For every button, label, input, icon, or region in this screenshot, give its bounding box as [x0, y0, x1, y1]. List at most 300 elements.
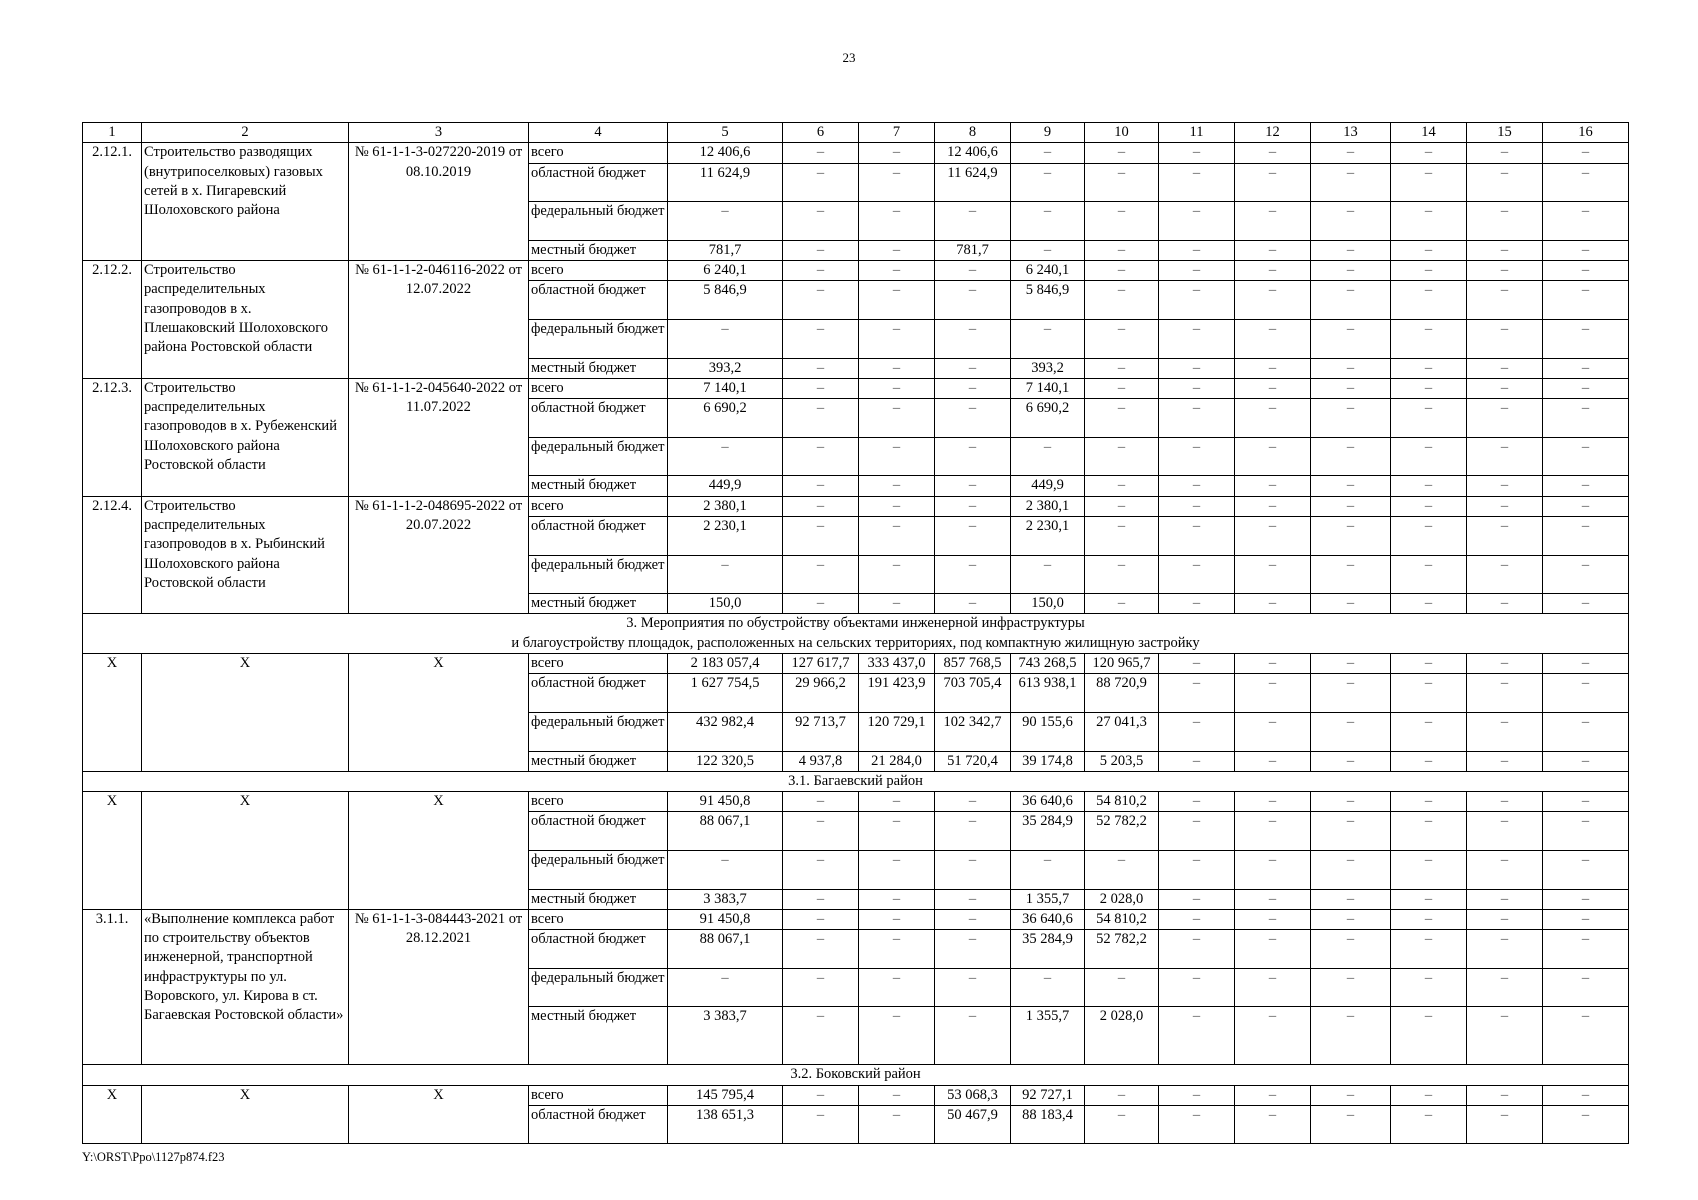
column-number-cell: 14: [1391, 123, 1467, 143]
empty-value-cell: –: [783, 476, 859, 496]
empty-value-cell: –: [859, 1105, 935, 1144]
empty-value-cell: –: [1543, 930, 1629, 969]
column-number-cell: 6: [783, 123, 859, 143]
empty-value-cell: –: [1159, 516, 1235, 555]
funding-source: областной бюджет: [529, 930, 668, 969]
amount-cell: 91 450,8: [668, 909, 783, 929]
empty-value-cell: –: [1085, 476, 1159, 496]
x-mark-cell: X: [83, 792, 142, 910]
empty-value-cell: –: [1311, 850, 1391, 889]
empty-value-cell: –: [1011, 202, 1085, 241]
empty-value-cell: –: [1391, 378, 1467, 398]
amount-cell: 120 729,1: [859, 712, 935, 751]
empty-value-cell: –: [783, 261, 859, 281]
empty-value-cell: –: [1311, 496, 1391, 516]
empty-value-cell: –: [935, 319, 1011, 358]
empty-value-cell: –: [859, 281, 935, 320]
empty-value-cell: –: [1467, 437, 1543, 476]
empty-value-cell: –: [1543, 319, 1629, 358]
empty-value-cell: –: [1543, 240, 1629, 260]
funding-source: федеральный бюджет: [529, 712, 668, 751]
empty-value-cell: –: [1391, 968, 1467, 1007]
empty-value-cell: –: [783, 281, 859, 320]
empty-value-cell: –: [1311, 143, 1391, 163]
column-number-cell: 7: [859, 123, 935, 143]
empty-value-cell: –: [1011, 319, 1085, 358]
amount-cell: 54 810,2: [1085, 792, 1159, 812]
empty-value-cell: –: [935, 555, 1011, 594]
empty-value-cell: –: [935, 930, 1011, 969]
empty-value-cell: –: [1235, 812, 1311, 851]
empty-value-cell: –: [668, 319, 783, 358]
empty-value-cell: –: [935, 358, 1011, 378]
empty-value-cell: –: [859, 202, 935, 241]
empty-value-cell: –: [1311, 751, 1391, 771]
item-name: Строительство распределительных газопроводов в х. Плешаковский Шолоховского района Ростовской области: [142, 261, 349, 379]
x-mark-cell: X: [349, 792, 529, 910]
funding-source: областной бюджет: [529, 163, 668, 202]
empty-value-cell: –: [1085, 437, 1159, 476]
empty-value-cell: –: [1311, 240, 1391, 260]
amount-cell: 36 640,6: [1011, 909, 1085, 929]
empty-value-cell: –: [1543, 163, 1629, 202]
item-document: № 61-1-1-2-046116-2022 от 12.07.2022: [349, 261, 529, 379]
empty-value-cell: –: [1391, 261, 1467, 281]
amount-cell: 12 406,6: [668, 143, 783, 163]
empty-value-cell: –: [783, 496, 859, 516]
empty-value-cell: –: [1311, 594, 1391, 614]
funding-source: федеральный бюджет: [529, 202, 668, 241]
empty-value-cell: –: [859, 143, 935, 163]
empty-value-cell: –: [783, 930, 859, 969]
item-document: № 61-1-1-2-048695-2022 от 20.07.2022: [349, 496, 529, 614]
amount-cell: 127 617,7: [783, 654, 859, 674]
empty-value-cell: –: [1391, 516, 1467, 555]
funding-source: местный бюджет: [529, 889, 668, 909]
empty-value-cell: –: [935, 202, 1011, 241]
empty-value-cell: –: [1311, 399, 1391, 438]
empty-value-cell: –: [1543, 143, 1629, 163]
empty-value-cell: –: [935, 812, 1011, 851]
item-number: 2.12.4.: [83, 496, 142, 614]
program-table: [82, 122, 1629, 1144]
amount-cell: 88 067,1: [668, 812, 783, 851]
empty-value-cell: –: [1085, 163, 1159, 202]
column-number-cell: 5: [668, 123, 783, 143]
empty-value-cell: –: [935, 516, 1011, 555]
column-number-cell: 3: [349, 123, 529, 143]
empty-value-cell: –: [1311, 792, 1391, 812]
empty-value-cell: –: [935, 476, 1011, 496]
empty-value-cell: –: [1543, 496, 1629, 516]
empty-value-cell: –: [1085, 358, 1159, 378]
amount-cell: 2 028,0: [1085, 889, 1159, 909]
empty-value-cell: –: [1235, 240, 1311, 260]
empty-value-cell: –: [1391, 889, 1467, 909]
empty-value-cell: –: [783, 399, 859, 438]
funding-source: всего: [529, 654, 668, 674]
empty-value-cell: –: [1085, 496, 1159, 516]
empty-value-cell: –: [1235, 319, 1311, 358]
empty-value-cell: –: [1235, 163, 1311, 202]
amount-cell: 88 720,9: [1085, 674, 1159, 713]
empty-value-cell: –: [1467, 1085, 1543, 1105]
item-name: Строительство распределительных газопроводов в х. Рыбинский Шолоховского района Ростовской области: [142, 496, 349, 614]
empty-value-cell: –: [1543, 850, 1629, 889]
amount-cell: 102 342,7: [935, 712, 1011, 751]
item-name: «Выполнение комплекса работ по строительству объектов инженерной, транспортной инфраструктуры по ул. Воровского, ул. Кирова в ст. Багаевская Ростовской области»: [142, 909, 349, 1064]
amount-cell: 2 230,1: [1011, 516, 1085, 555]
empty-value-cell: –: [1467, 281, 1543, 320]
empty-value-cell: –: [935, 399, 1011, 438]
empty-value-cell: –: [1391, 319, 1467, 358]
empty-value-cell: –: [935, 792, 1011, 812]
empty-value-cell: –: [1311, 555, 1391, 594]
empty-value-cell: –: [859, 1007, 935, 1065]
empty-value-cell: –: [859, 930, 935, 969]
empty-value-cell: –: [1467, 909, 1543, 929]
empty-value-cell: –: [1467, 555, 1543, 594]
funding-source: всего: [529, 378, 668, 398]
section-title: [83, 771, 1629, 791]
amount-cell: 5 846,9: [1011, 281, 1085, 320]
empty-value-cell: –: [1159, 143, 1235, 163]
budget-row: [83, 654, 1629, 674]
item-number: 2.12.2.: [83, 261, 142, 379]
empty-value-cell: –: [859, 812, 935, 851]
empty-value-cell: –: [1391, 358, 1467, 378]
empty-value-cell: –: [1467, 240, 1543, 260]
empty-value-cell: –: [1159, 1007, 1235, 1065]
funding-source: местный бюджет: [529, 751, 668, 771]
amount-cell: 27 041,3: [1085, 712, 1159, 751]
empty-value-cell: –: [1085, 516, 1159, 555]
amount-cell: 36 640,6: [1011, 792, 1085, 812]
empty-value-cell: –: [1235, 281, 1311, 320]
amount-cell: 191 423,9: [859, 674, 935, 713]
empty-value-cell: –: [1391, 751, 1467, 771]
empty-value-cell: –: [1235, 850, 1311, 889]
column-number-cell: 15: [1467, 123, 1543, 143]
amount-cell: 2 028,0: [1085, 1007, 1159, 1065]
empty-value-cell: –: [1159, 163, 1235, 202]
empty-value-cell: –: [1011, 437, 1085, 476]
empty-value-cell: –: [1391, 812, 1467, 851]
empty-value-cell: –: [1391, 792, 1467, 812]
amount-cell: 5 203,5: [1085, 751, 1159, 771]
column-number-cell: 4: [529, 123, 668, 143]
empty-value-cell: –: [1467, 163, 1543, 202]
empty-value-cell: –: [1159, 1105, 1235, 1144]
empty-value-cell: –: [1543, 281, 1629, 320]
empty-value-cell: –: [1543, 378, 1629, 398]
empty-value-cell: –: [1543, 261, 1629, 281]
amount-cell: 150,0: [1011, 594, 1085, 614]
empty-value-cell: –: [783, 516, 859, 555]
empty-value-cell: –: [859, 1085, 935, 1105]
empty-value-cell: –: [1159, 654, 1235, 674]
funding-source: местный бюджет: [529, 358, 668, 378]
funding-source: всего: [529, 1085, 668, 1105]
empty-value-cell: –: [935, 437, 1011, 476]
empty-value-cell: –: [1391, 1007, 1467, 1065]
empty-value-cell: –: [1543, 712, 1629, 751]
budget-row: [83, 1085, 1629, 1105]
section-header-row: [83, 771, 1629, 791]
funding-source: всего: [529, 496, 668, 516]
funding-source: местный бюджет: [529, 594, 668, 614]
empty-value-cell: –: [1391, 850, 1467, 889]
empty-value-cell: –: [1085, 202, 1159, 241]
empty-value-cell: –: [1159, 496, 1235, 516]
empty-value-cell: –: [783, 594, 859, 614]
empty-value-cell: –: [859, 889, 935, 909]
empty-value-cell: –: [859, 555, 935, 594]
empty-value-cell: –: [859, 968, 935, 1007]
item-number: 3.1.1.: [83, 909, 142, 1064]
empty-value-cell: –: [1543, 792, 1629, 812]
section-header-row: [83, 1065, 1629, 1085]
column-number-cell: 8: [935, 123, 1011, 143]
empty-value-cell: –: [1235, 358, 1311, 378]
empty-value-cell: –: [1543, 674, 1629, 713]
amount-cell: 7 140,1: [668, 378, 783, 398]
empty-value-cell: –: [1085, 281, 1159, 320]
item-document: № 61-1-1-3-027220-2019 от 08.10.2019: [349, 143, 529, 261]
empty-value-cell: –: [859, 496, 935, 516]
empty-value-cell: –: [783, 319, 859, 358]
item-name: Строительство разводящих (внутрипоселковых) газовых сетей в х. Пигаревский Шолоховского района: [142, 143, 349, 261]
empty-value-cell: –: [1467, 516, 1543, 555]
section-title: [83, 614, 1629, 654]
empty-value-cell: –: [1467, 496, 1543, 516]
empty-value-cell: –: [1311, 909, 1391, 929]
empty-value-cell: –: [1011, 555, 1085, 594]
empty-value-cell: –: [1543, 516, 1629, 555]
empty-value-cell: –: [1159, 812, 1235, 851]
empty-value-cell: –: [859, 594, 935, 614]
empty-value-cell: –: [1011, 163, 1085, 202]
column-number-cell: 9: [1011, 123, 1085, 143]
budget-row: [83, 909, 1629, 929]
amount-cell: 122 320,5: [668, 751, 783, 771]
empty-value-cell: –: [935, 968, 1011, 1007]
x-mark-cell: X: [83, 654, 142, 772]
empty-value-cell: –: [1085, 240, 1159, 260]
empty-value-cell: –: [1311, 654, 1391, 674]
funding-source: местный бюджет: [529, 240, 668, 260]
amount-cell: 88 183,4: [1011, 1105, 1085, 1144]
empty-value-cell: –: [1311, 319, 1391, 358]
empty-value-cell: –: [1391, 654, 1467, 674]
amount-cell: 393,2: [668, 358, 783, 378]
empty-value-cell: –: [1467, 202, 1543, 241]
section-title-line: и благоустройству площадок, расположенных на сельских территориях, под компактную жилищную застройку: [511, 634, 1200, 651]
empty-value-cell: –: [935, 594, 1011, 614]
amount-cell: 92 727,1: [1011, 1085, 1085, 1105]
item-document: № 61-1-1-3-084443-2021 от 28.12.2021: [349, 909, 529, 1064]
empty-value-cell: –: [935, 496, 1011, 516]
empty-value-cell: –: [1391, 1105, 1467, 1144]
empty-value-cell: –: [783, 792, 859, 812]
amount-cell: 449,9: [1011, 476, 1085, 496]
empty-value-cell: –: [1235, 202, 1311, 241]
empty-value-cell: –: [1467, 850, 1543, 889]
empty-value-cell: –: [1391, 496, 1467, 516]
empty-value-cell: –: [1159, 476, 1235, 496]
empty-value-cell: –: [1311, 476, 1391, 496]
empty-value-cell: –: [1011, 968, 1085, 1007]
amount-cell: 2 380,1: [668, 496, 783, 516]
empty-value-cell: –: [1235, 712, 1311, 751]
empty-value-cell: –: [1235, 437, 1311, 476]
empty-value-cell: –: [859, 437, 935, 476]
empty-value-cell: –: [1159, 319, 1235, 358]
empty-value-cell: –: [1159, 674, 1235, 713]
empty-value-cell: –: [1311, 437, 1391, 476]
funding-source: областной бюджет: [529, 281, 668, 320]
x-mark-cell: X: [83, 1085, 142, 1144]
column-number-cell: 2: [142, 123, 349, 143]
amount-cell: 138 651,3: [668, 1105, 783, 1144]
empty-value-cell: –: [668, 437, 783, 476]
empty-value-cell: –: [783, 358, 859, 378]
empty-value-cell: –: [1235, 143, 1311, 163]
empty-value-cell: –: [1391, 437, 1467, 476]
amount-cell: 90 155,6: [1011, 712, 1085, 751]
empty-value-cell: –: [1467, 1007, 1543, 1065]
empty-value-cell: –: [1159, 850, 1235, 889]
empty-value-cell: –: [1159, 930, 1235, 969]
budget-row: [83, 792, 1629, 812]
empty-value-cell: –: [1311, 674, 1391, 713]
funding-source: местный бюджет: [529, 476, 668, 496]
section-title: [83, 1065, 1629, 1085]
amount-cell: 449,9: [668, 476, 783, 496]
empty-value-cell: –: [1311, 889, 1391, 909]
amount-cell: 6 690,2: [1011, 399, 1085, 438]
empty-value-cell: –: [1085, 143, 1159, 163]
amount-cell: 39 174,8: [1011, 751, 1085, 771]
column-number-cell: 13: [1311, 123, 1391, 143]
empty-value-cell: –: [1235, 399, 1311, 438]
empty-value-cell: –: [1543, 594, 1629, 614]
empty-value-cell: –: [783, 850, 859, 889]
empty-value-cell: –: [1085, 261, 1159, 281]
empty-value-cell: –: [1467, 751, 1543, 771]
amount-cell: 53 068,3: [935, 1085, 1011, 1105]
amount-cell: 6 240,1: [1011, 261, 1085, 281]
empty-value-cell: –: [1543, 909, 1629, 929]
amount-cell: 7 140,1: [1011, 378, 1085, 398]
amount-cell: 35 284,9: [1011, 930, 1085, 969]
empty-value-cell: –: [1159, 378, 1235, 398]
funding-source: всего: [529, 143, 668, 163]
funding-source: областной бюджет: [529, 516, 668, 555]
amount-cell: 52 782,2: [1085, 812, 1159, 851]
file-path-footer: Y:\ORST\Ppo\1127p874.f23: [82, 1150, 225, 1164]
empty-value-cell: –: [1467, 319, 1543, 358]
empty-value-cell: –: [859, 378, 935, 398]
empty-value-cell: –: [1543, 358, 1629, 378]
item-number: 2.12.3.: [83, 378, 142, 496]
empty-value-cell: –: [1011, 240, 1085, 260]
empty-value-cell: –: [783, 163, 859, 202]
empty-value-cell: –: [1391, 555, 1467, 594]
column-number-cell: 11: [1159, 123, 1235, 143]
empty-value-cell: –: [1311, 1007, 1391, 1065]
amount-cell: 50 467,9: [935, 1105, 1011, 1144]
empty-value-cell: –: [1543, 1105, 1629, 1144]
empty-value-cell: –: [935, 1007, 1011, 1065]
amount-cell: 52 782,2: [1085, 930, 1159, 969]
x-mark-cell: X: [142, 1085, 349, 1144]
funding-source: областной бюджет: [529, 674, 668, 713]
empty-value-cell: –: [1467, 594, 1543, 614]
empty-value-cell: –: [1467, 654, 1543, 674]
empty-value-cell: –: [668, 555, 783, 594]
empty-value-cell: –: [1085, 1105, 1159, 1144]
empty-value-cell: –: [1159, 261, 1235, 281]
amount-cell: 11 624,9: [935, 163, 1011, 202]
empty-value-cell: –: [1467, 812, 1543, 851]
empty-value-cell: –: [783, 812, 859, 851]
empty-value-cell: –: [1159, 594, 1235, 614]
empty-value-cell: –: [1467, 968, 1543, 1007]
amount-cell: 6 240,1: [668, 261, 783, 281]
empty-value-cell: –: [668, 850, 783, 889]
empty-value-cell: –: [1159, 281, 1235, 320]
empty-value-cell: –: [1467, 261, 1543, 281]
empty-value-cell: –: [859, 261, 935, 281]
funding-source: федеральный бюджет: [529, 968, 668, 1007]
empty-value-cell: –: [783, 143, 859, 163]
empty-value-cell: –: [1311, 812, 1391, 851]
empty-value-cell: –: [783, 240, 859, 260]
empty-value-cell: –: [783, 1085, 859, 1105]
empty-value-cell: –: [1391, 202, 1467, 241]
empty-value-cell: –: [1011, 143, 1085, 163]
empty-value-cell: –: [783, 889, 859, 909]
empty-value-cell: –: [1085, 1085, 1159, 1105]
amount-cell: 5 846,9: [668, 281, 783, 320]
amount-cell: 51 720,4: [935, 751, 1011, 771]
empty-value-cell: –: [1085, 319, 1159, 358]
amount-cell: 2 380,1: [1011, 496, 1085, 516]
amount-cell: 781,7: [668, 240, 783, 260]
budget-row: [83, 143, 1629, 163]
amount-cell: 1 355,7: [1011, 1007, 1085, 1065]
empty-value-cell: –: [1543, 476, 1629, 496]
empty-value-cell: –: [1085, 378, 1159, 398]
empty-value-cell: –: [1159, 358, 1235, 378]
empty-value-cell: –: [859, 163, 935, 202]
empty-value-cell: –: [1235, 261, 1311, 281]
empty-value-cell: –: [1543, 202, 1629, 241]
empty-value-cell: –: [859, 319, 935, 358]
amount-cell: 703 705,4: [935, 674, 1011, 713]
empty-value-cell: –: [1543, 812, 1629, 851]
amount-cell: 91 450,8: [668, 792, 783, 812]
budget-row: [83, 496, 1629, 516]
section-title-line: 3. Мероприятия по обустройству объектами инженерной инфраструктуры: [626, 615, 1085, 632]
amount-cell: 1 355,7: [1011, 889, 1085, 909]
empty-value-cell: –: [935, 909, 1011, 929]
item-document: № 61-1-1-2-045640-2022 от 11.07.2022: [349, 378, 529, 496]
empty-value-cell: –: [1011, 850, 1085, 889]
empty-value-cell: –: [1543, 654, 1629, 674]
x-mark-cell: X: [349, 1085, 529, 1144]
